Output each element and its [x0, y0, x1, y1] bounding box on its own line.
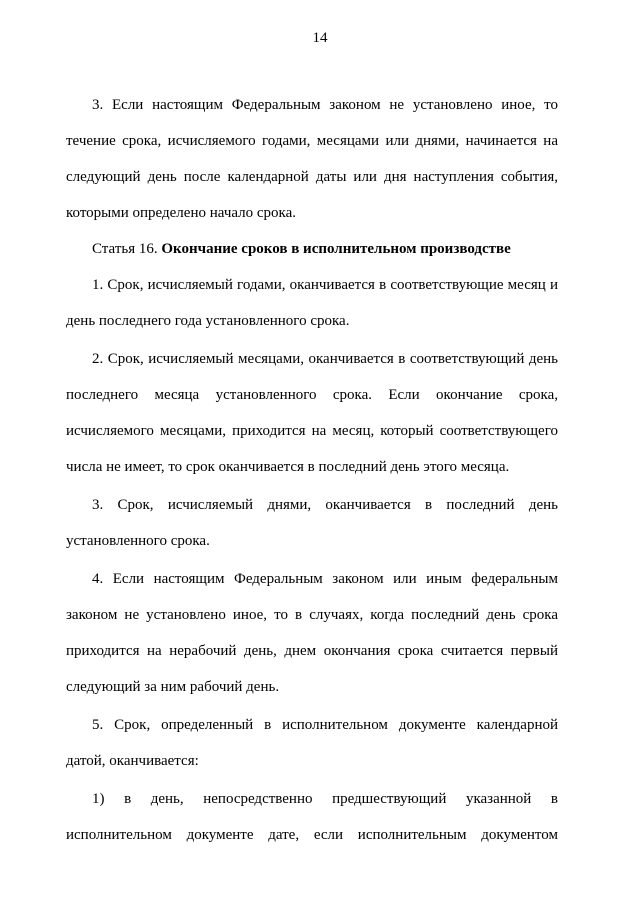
paragraph-item-5-1-line1: 1) в день, непосредственно предшествующий указанной в: [92, 791, 558, 807]
paragraph-item-3: 3. Срок, исчисляемый днями, оканчивается в последний день установленного срока.: [66, 497, 558, 549]
paragraph-item-5-1-line2: исполнительном документе дате, если исполнительным документом: [66, 827, 558, 843]
paragraph-article15-part3: 3. Если настоящим Федеральным законом не установлено иное, то течение срока, исчисляемого годами, месяцами или днями, начинается на следующий день после календарной даты или дня наступления события, которыми определено начало срока.: [66, 97, 558, 221]
body-text: [66, 87, 558, 853]
article-label: Статья 16.: [92, 241, 158, 257]
paragraph-item-1: 1. Срок, исчисляемый годами, оканчивается в соответствующие месяц и день последнего года установленного срока.: [66, 277, 558, 329]
article-title: Окончание сроков в исполнительном производстве: [161, 241, 511, 257]
article-heading: [66, 231, 558, 267]
paragraph-item-4: 4. Если настоящим Федеральным законом или иным федеральным законом не установлено иное, то в случаях, когда последний день срока приходится на нерабочий день, днем окончания срока считается первый следующий за ним рабочий день.: [66, 571, 558, 695]
page-number: 14: [312, 30, 328, 46]
paragraph-item-5: 5. Срок, определенный в исполнительном документе календарной датой, оканчивается:: [66, 717, 558, 769]
paragraph-item-2: 2. Срок, исчисляемый месяцами, оканчивается в соответствующий день последнего месяца установленного срока. Если окончание срока, исчисляемого месяцами, приходится на месяц, который соответствующего числа не имеет, то срок оканчивается в последний день этого месяца.: [66, 351, 558, 475]
